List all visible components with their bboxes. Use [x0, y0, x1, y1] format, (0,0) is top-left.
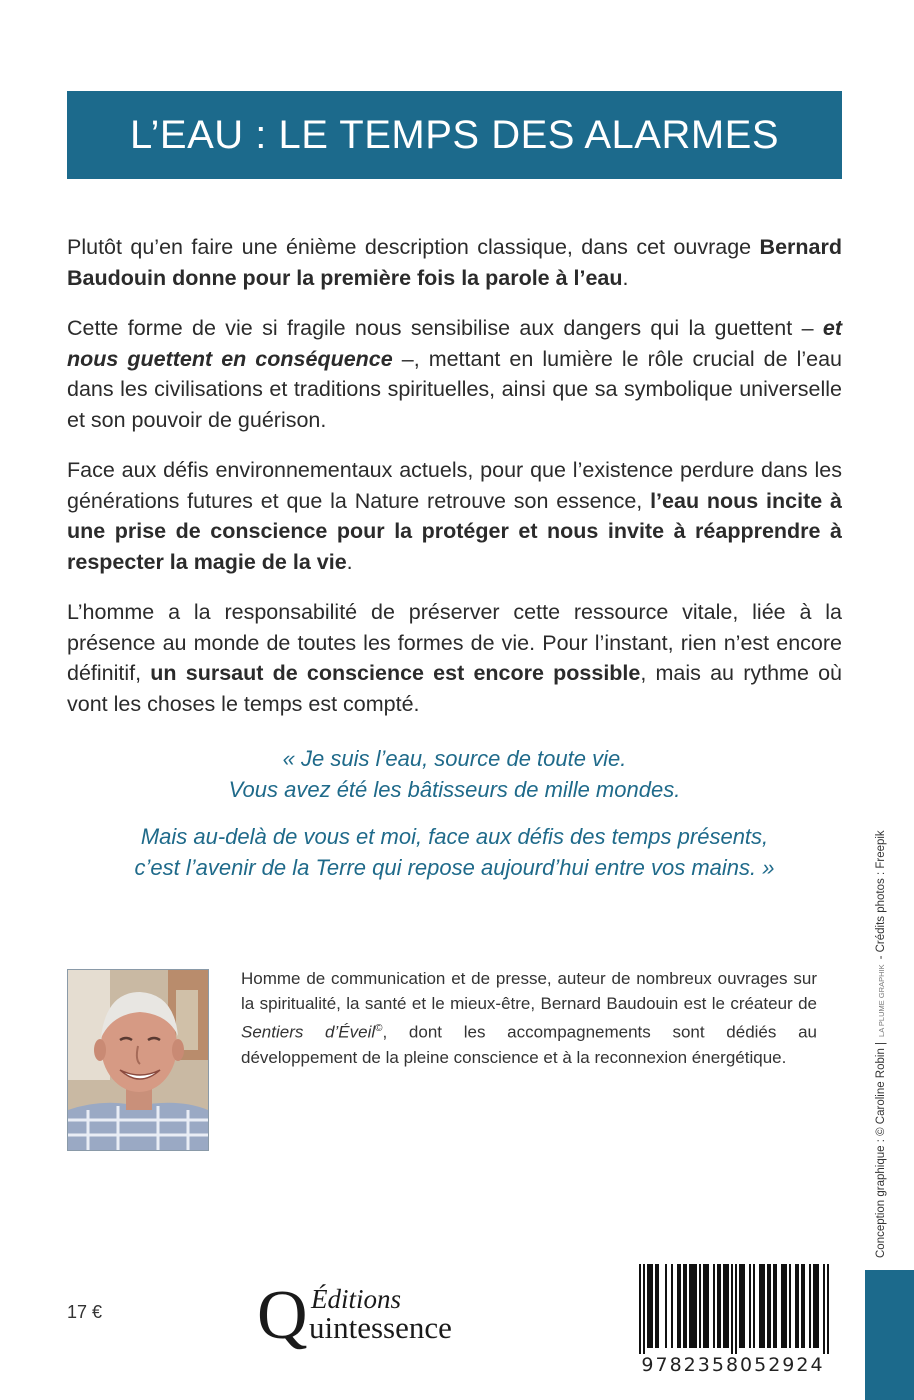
- barcode-bar: [719, 1264, 721, 1348]
- barcode-bar: [727, 1264, 729, 1348]
- quote-line-2: Vous avez été les bâtisseurs de mille mondes.: [228, 777, 681, 802]
- barcode-bar: [725, 1264, 727, 1348]
- credits-design: Conception graphique : © Caroline Robin |: [875, 1041, 887, 1258]
- barcode-bar: [707, 1264, 709, 1348]
- paragraph-2-end: –, mettant en lumière le rôle crucial de l’eau dans les civilisations et traditions spirituelles, ainsi que sa symbolique universelle et son pouvoir de guérison.: [67, 346, 842, 432]
- paragraph-1-bold: Bernard Baudouin donne pour la première fois la parole à l’eau: [67, 235, 842, 290]
- barcode-bar: [763, 1264, 765, 1348]
- paragraph-3-bold: l’eau nous incite à une prise de conscience pour la protéger et nous invite à réapprendre à respecter la magie de la vie: [67, 488, 842, 574]
- barcode-bar: [657, 1264, 659, 1348]
- bio-text: Homme de communication et de presse, auteur de nombreux ouvrages sur la spiritualité, la santé et le mieux-être, Bernard Baudouin est le créateur de: [241, 969, 817, 1013]
- barcode-bar: [679, 1264, 681, 1348]
- barcode-bar: [699, 1264, 701, 1348]
- barcode-bar: [815, 1264, 817, 1348]
- barcode-bar: [767, 1264, 769, 1348]
- barcode-bar: [713, 1264, 715, 1348]
- barcode-bar: [749, 1264, 751, 1348]
- barcode-bar: [817, 1264, 819, 1348]
- quote-line-1: « Je suis l’eau, source de toute vie.: [282, 746, 627, 771]
- barcode-bar: [813, 1264, 815, 1348]
- barcode-bar: [823, 1264, 825, 1354]
- title-banner: [67, 91, 842, 179]
- blue-edge-strip: [865, 1270, 914, 1400]
- barcode-bar: [797, 1264, 799, 1348]
- barcode-bar: [759, 1264, 761, 1348]
- barcode-bar: [773, 1264, 775, 1348]
- paragraph-2-text: Cette forme de vie si fragile nous sensibilise aux dangers qui la guettent –: [67, 316, 823, 340]
- barcode-bar: [643, 1264, 645, 1354]
- credits-photos: - Crédits photos : Freepik: [875, 830, 887, 960]
- barcode-bars: [623, 1258, 845, 1354]
- barcode-bar: [685, 1264, 687, 1348]
- barcode-bar: [795, 1264, 797, 1348]
- barcode-bar: [761, 1264, 763, 1348]
- barcode-bar: [703, 1264, 705, 1348]
- barcode-bar: [655, 1264, 657, 1348]
- barcode-bar: [789, 1264, 791, 1348]
- barcode-bar: [753, 1264, 755, 1348]
- paragraph-4-bold: un sursaut de conscience est encore possible: [150, 661, 641, 685]
- paragraph-2: [67, 313, 842, 435]
- barcode-bar: [803, 1264, 805, 1348]
- barcode-bar: [741, 1264, 743, 1348]
- barcode-bar: [809, 1264, 811, 1348]
- barcode-bar: [693, 1264, 695, 1348]
- paragraph-2-bold-italic: et nous guettent en conséquence: [67, 316, 842, 371]
- barcode-bar: [785, 1264, 787, 1348]
- barcode-bar: [691, 1264, 693, 1348]
- bio-title-italic: Sentiers d’Éveil: [241, 1022, 376, 1042]
- water-quote: [67, 743, 842, 899]
- barcode-bar: [723, 1264, 725, 1348]
- quote-stanza-1: [67, 743, 842, 805]
- barcode-bar: [651, 1264, 653, 1348]
- barcode-bar: [743, 1264, 745, 1348]
- barcode-bar: [775, 1264, 777, 1348]
- barcode-bar: [705, 1264, 707, 1348]
- barcode-bar: [781, 1264, 783, 1348]
- back-cover-text: [67, 232, 842, 739]
- barcode-bar: [717, 1264, 719, 1348]
- publisher-logo: [257, 1280, 537, 1350]
- barcode-bar: [677, 1264, 679, 1348]
- barcode-bar: [649, 1264, 651, 1348]
- author-photo: [67, 969, 209, 1151]
- paragraph-1-text: Plutôt qu’en faire une énième description classique, dans cet ouvrage: [67, 235, 760, 259]
- barcode-bar: [671, 1264, 673, 1348]
- barcode-bar: [783, 1264, 785, 1348]
- price: 17 €: [67, 1302, 103, 1322]
- credits-vertical: [875, 830, 887, 1258]
- isbn-number: 9782358052924: [641, 1354, 825, 1376]
- barcode-bar: [695, 1264, 697, 1348]
- paragraph-3-end: .: [346, 549, 353, 574]
- barcode-bar: [665, 1264, 667, 1348]
- logo-line-2: uintessence: [309, 1310, 452, 1345]
- barcode-bar: [769, 1264, 771, 1348]
- paragraph-3: [67, 455, 842, 577]
- barcode-bar: [735, 1264, 737, 1354]
- paragraph-3-text: Face aux défis environnementaux actuels, pour que l’existence perdure dans les générations futures et que la Nature retrouve son essence,: [67, 458, 842, 513]
- quote-line-3: Mais au-delà de vous et moi, face aux défis des temps présents,: [140, 824, 769, 849]
- barcode-bar: [827, 1264, 829, 1354]
- quote-line-4: c’est l’avenir de la Terre qui repose aujourd’hui entre vos mains. »: [134, 855, 775, 880]
- book-title: L’EAU : LE TEMPS DES ALARMES: [129, 112, 780, 157]
- barcode-bar: [739, 1264, 741, 1348]
- barcode-bar: [689, 1264, 691, 1348]
- logo-line-1: Éditions: [311, 1284, 402, 1314]
- paragraph-4: [67, 597, 842, 719]
- author-bio: [241, 966, 817, 1070]
- paragraph-4-end: , mais au rythme où vont les choses le temps est compté.: [67, 661, 843, 716]
- paragraph-1-end: .: [622, 265, 629, 290]
- barcode-bar: [731, 1264, 733, 1354]
- copyright-mark: ©: [375, 1023, 383, 1034]
- barcode-bar: [647, 1264, 649, 1348]
- paragraph-4-text: L’homme a la responsabilité de préserver cette ressource vitale, liée à la présence au monde de toutes les formes de vie. Pour l’instant, rien n’est encore définitif,: [67, 600, 842, 685]
- logo-initial: Q: [257, 1280, 308, 1350]
- barcode-bar: [639, 1264, 641, 1354]
- quote-stanza-2: [67, 821, 842, 883]
- barcode-bar: [801, 1264, 803, 1348]
- barcode-bar: [683, 1264, 685, 1348]
- la-plume-graphik-logo: LA PLUME GRAPHIK: [877, 964, 886, 1037]
- bio-text-end: , dont les accompagnements sont dédiés au développement de la pleine conscience et à la reconnexion énergétique.: [241, 1022, 817, 1067]
- paragraph-1: [67, 232, 842, 293]
